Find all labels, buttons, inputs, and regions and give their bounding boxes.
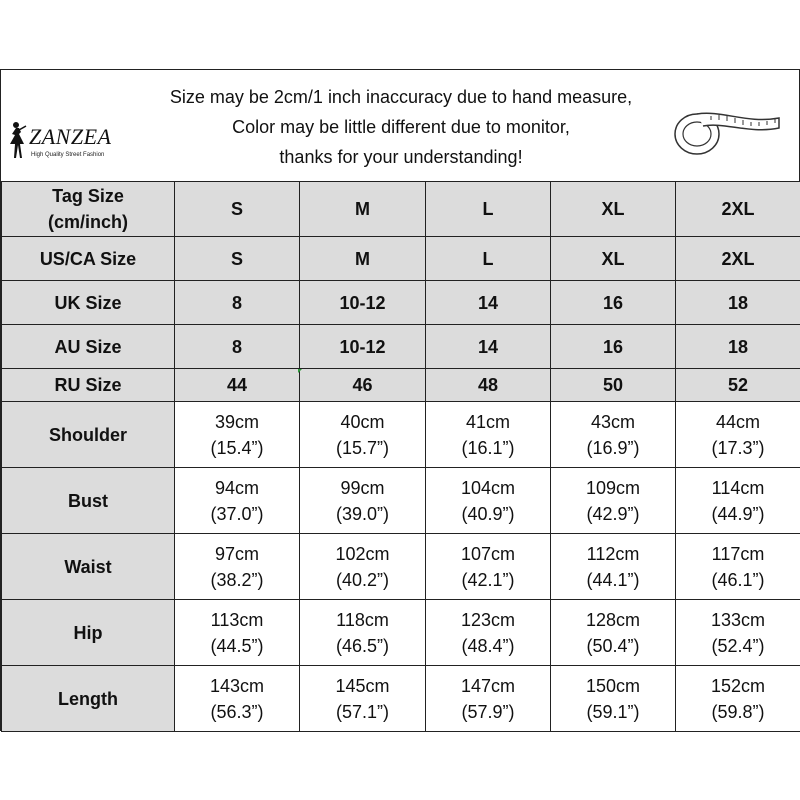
row-label-text: Tag Size xyxy=(52,186,124,206)
measurement-cm: 39cm xyxy=(214,411,259,432)
measurement-cm: 123cm xyxy=(460,609,516,630)
row-label xyxy=(2,182,175,237)
measurement-cm: 152cm xyxy=(710,675,766,696)
measurement-cm: 128cm xyxy=(585,609,641,630)
measurement-inch: (40.2”) xyxy=(335,569,389,590)
row-label xyxy=(2,325,175,369)
size-value-cell: 8 xyxy=(175,281,300,325)
measurement-cm: 133cm xyxy=(710,609,766,630)
table-row xyxy=(2,402,800,468)
measurement-cell xyxy=(676,468,800,534)
size-value-cell: 16 xyxy=(551,281,676,325)
table-row xyxy=(2,468,800,534)
measurement-cm: 147cm xyxy=(460,675,516,696)
measurement-cm: 41cm xyxy=(465,411,510,432)
measurement-cm: 145cm xyxy=(335,675,390,696)
table-row xyxy=(2,534,800,600)
measurement-inch: (44.1”) xyxy=(586,569,640,590)
measurement-inch: (39.0”) xyxy=(335,503,389,524)
measurement-inch: (57.9”) xyxy=(461,701,515,722)
measurement-cell xyxy=(551,666,676,732)
size-value-cell: 18 xyxy=(676,281,800,325)
measurement-cell xyxy=(175,402,300,468)
cell-marker xyxy=(298,369,302,373)
measurement-inch: (16.1”) xyxy=(461,437,515,458)
brand-tagline: High Quality Street Fashion xyxy=(31,152,105,158)
row-label: Bust xyxy=(2,468,175,534)
size-value-cell: 14 xyxy=(426,281,551,325)
measurement-cell xyxy=(300,600,426,666)
row-label: Hip xyxy=(2,600,175,666)
measurement-cm: 102cm xyxy=(335,543,390,564)
size-value-cell: S xyxy=(175,182,300,237)
size-value-cell: 2XL xyxy=(676,237,800,281)
measurement-cell xyxy=(676,534,800,600)
size-value-cell: S xyxy=(175,237,300,281)
measurement-inch: (44.9”) xyxy=(711,503,765,524)
measurement-inch: (56.3”) xyxy=(210,701,264,722)
table-row xyxy=(2,281,800,325)
size-table xyxy=(1,181,800,732)
measurement-cell xyxy=(426,402,551,468)
size-value-cell: 14 xyxy=(426,325,551,369)
size-value-cell: 16 xyxy=(551,325,676,369)
measurement-cm: 107cm xyxy=(460,543,516,564)
measurement-cell xyxy=(175,600,300,666)
size-value-cell: 2XL xyxy=(676,182,800,237)
row-label: Shoulder xyxy=(2,402,175,468)
measurement-cell xyxy=(300,534,426,600)
measurement-cell xyxy=(426,600,551,666)
size-value-cell: L xyxy=(426,237,551,281)
measurement-cm: 104cm xyxy=(460,477,516,498)
table-row xyxy=(2,666,800,732)
measurement-inch: (37.0”) xyxy=(210,503,264,524)
size-value-cell: L xyxy=(426,182,551,237)
size-value-cell: 10-12 xyxy=(300,281,426,325)
measurement-cm: 143cm xyxy=(209,675,265,696)
measurement-inch: (15.7”) xyxy=(335,437,389,458)
size-value-cell: M xyxy=(300,237,426,281)
notice-line: Size may be 2cm/1 inch inaccuracy due to hand measure, xyxy=(169,87,633,107)
measurement-cell xyxy=(426,468,551,534)
measurement-cm: 99cm xyxy=(340,477,385,498)
notice-line: thanks for your understanding! xyxy=(279,147,523,167)
measurement-cell xyxy=(676,600,800,666)
size-value-cell: 46 xyxy=(300,369,426,402)
measurement-cell xyxy=(300,402,426,468)
measurement-cm: 43cm xyxy=(590,411,635,432)
measurement-inch: (57.1”) xyxy=(335,701,389,722)
measuring-tape-icon xyxy=(667,104,783,160)
size-value-cell: 52 xyxy=(676,369,800,402)
measurement-cm: 150cm xyxy=(585,675,641,696)
row-label xyxy=(2,237,175,281)
measurement-cm: 112cm xyxy=(586,543,640,564)
size-value-cell: 50 xyxy=(551,369,676,402)
measurement-inch: (48.4”) xyxy=(461,635,515,656)
measurement-inch: (38.2”) xyxy=(210,569,264,590)
measurement-inch: (44.5”) xyxy=(210,635,264,656)
row-label-text: (cm/inch) xyxy=(47,212,128,232)
measurement-inch: (16.9”) xyxy=(586,437,640,458)
measurement-inch: (42.1”) xyxy=(461,569,515,590)
brand-name: ZANZEA xyxy=(29,124,112,149)
measurement-cell xyxy=(676,666,800,732)
measurement-inch: (42.9”) xyxy=(586,503,640,524)
measurement-cell xyxy=(175,468,300,534)
table-row xyxy=(2,600,800,666)
row-label-text: RU Size xyxy=(54,375,122,395)
notice-line: Color may be little different due to monitor, xyxy=(232,117,570,137)
measurement-cm: 94cm xyxy=(214,477,259,498)
measurement-cm: 44cm xyxy=(715,411,760,432)
measurement-cell xyxy=(300,468,426,534)
woman-silhouette-icon xyxy=(7,120,29,160)
measurement-inch: (59.1”) xyxy=(586,701,640,722)
measurement-cm: 97cm xyxy=(214,543,259,564)
measurement-cell xyxy=(426,534,551,600)
size-value-cell: 44 xyxy=(175,369,300,402)
size-value-cell: M xyxy=(300,182,426,237)
size-value-cell: 48 xyxy=(426,369,551,402)
measurement-inch: (59.8”) xyxy=(711,701,765,722)
measurement-inch: (46.5”) xyxy=(335,635,389,656)
measurement-inch: (52.4”) xyxy=(711,635,765,656)
measurement-inch: (17.3”) xyxy=(711,437,765,458)
measurement-cm: 109cm xyxy=(585,477,641,498)
measurement-inch: (50.4”) xyxy=(586,635,640,656)
notice-text xyxy=(111,82,691,172)
row-label-text: UK Size xyxy=(54,292,122,313)
row-label: Length xyxy=(2,666,175,732)
measurement-cm: 113cm xyxy=(210,609,264,630)
measurement-cell xyxy=(175,666,300,732)
measurement-cell xyxy=(551,600,676,666)
row-label xyxy=(2,281,175,325)
measurement-inch: (40.9”) xyxy=(461,503,515,524)
chart-header xyxy=(1,70,799,181)
measurement-cell xyxy=(676,402,800,468)
measurement-cm: 40cm xyxy=(340,411,385,432)
measurement-cm: 117cm xyxy=(711,543,765,564)
measurement-cell xyxy=(175,534,300,600)
size-value-cell: XL xyxy=(551,237,676,281)
measurement-cm: 118cm xyxy=(336,609,389,630)
measurement-cell xyxy=(426,666,551,732)
measurement-cell xyxy=(300,666,426,732)
measurement-cell xyxy=(551,468,676,534)
size-value-cell: 8 xyxy=(175,325,300,369)
size-value-cell: 10-12 xyxy=(300,325,426,369)
table-row xyxy=(2,325,800,369)
measurement-inch: (15.4”) xyxy=(210,437,264,458)
row-label-text: US/CA Size xyxy=(39,248,137,269)
size-chart-frame xyxy=(0,69,800,731)
table-row xyxy=(2,369,800,402)
measurement-cell xyxy=(551,534,676,600)
size-value-cell: 18 xyxy=(676,325,800,369)
size-value-cell: XL xyxy=(551,182,676,237)
measurement-cell xyxy=(551,402,676,468)
row-label: Waist xyxy=(2,534,175,600)
row-label-text: AU Size xyxy=(54,336,122,357)
measurement-inch: (46.1”) xyxy=(711,569,765,590)
row-label xyxy=(2,369,175,402)
measurement-cm: 114cm xyxy=(711,477,765,498)
table-row xyxy=(2,182,800,237)
table-row xyxy=(2,237,800,281)
